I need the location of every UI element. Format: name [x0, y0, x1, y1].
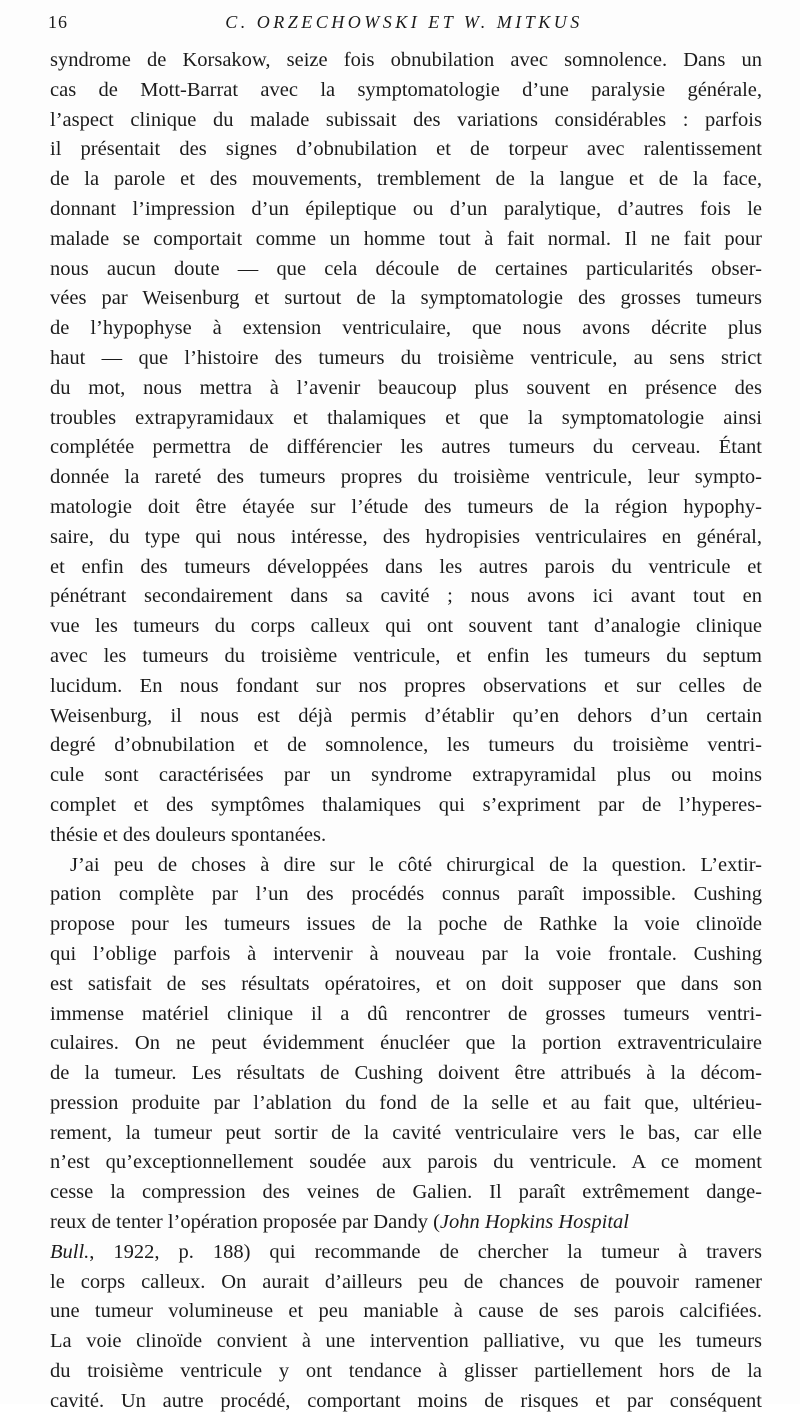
text-line: vées par Weisenburg et surtout de la symptomatologie des grosses tumeurs: [50, 287, 762, 310]
text-line: haut — que l’histoire des tumeurs du troisième ventricule, au sens strict: [50, 346, 762, 369]
text-line: pression produite par l’ablation du fond de la selle et au fait que, ultérieu-: [50, 1091, 762, 1114]
citation-bulletin: Bull.: [50, 1240, 90, 1263]
text-line: complétée permettra de différencier les autres tumeurs du cerveau. Étant: [50, 436, 762, 459]
text-line: cule sont caractérisées par un syndrome extrapyramidal plus ou moins: [50, 764, 762, 787]
text-line: qui l’oblige parfois à intervenir à nouveau par la voie frontale. Cushing: [50, 942, 762, 965]
text-line: matologie doit être étayée sur l’étude des tumeurs de la région hypophy-: [50, 495, 762, 518]
text-line: malade se comportait comme un homme tout à fait normal. Il ne fait pour: [50, 227, 762, 250]
text-line: nous aucun doute — que cela découle de certaines particularités obser-: [50, 257, 762, 280]
text-line: syndrome de Korsakow, seize fois obnubilation avec somnolence. Dans un: [50, 49, 762, 71]
text-line: La voie clinoïde convient à une intervention palliative, vu que les tumeurs: [50, 1330, 762, 1353]
text-line: propose pour les tumeurs issues de la poche de Rathke la voie clinoïde: [50, 913, 762, 936]
text-line: et enfin des tumeurs développées dans les autres parois du ventricule et: [50, 555, 762, 578]
text-line: du mot, nous mettra à l’avenir beaucoup plus souvent en présence des: [50, 376, 762, 399]
text-line: le corps calleux. On aurait d’ailleurs peu de chances de pouvoir ramener: [50, 1270, 762, 1293]
text-line: degré d’obnubilation et de somnolence, les tumeurs du troisième ventri-: [50, 734, 762, 757]
text-line: n’est qu’exceptionnellement soudée aux parois du ventricule. A ce moment: [50, 1151, 762, 1174]
text-line: il présentait des signes d’obnubilation et de torpeur avec ralentissement: [50, 138, 762, 161]
text-line: est satisfait de ses résultats opératoires, et on doit supposer que dans son: [50, 972, 762, 995]
text-line: donnée la rareté des tumeurs propres du troisième ventricule, leur sympto-: [50, 466, 762, 489]
text-line: troubles extrapyramidaux et thalamiques et que la symptomatologie ainsi: [50, 406, 762, 429]
text-line: rement, la tumeur peut sortir de la cavité ventriculaire vers le bas, car elle: [50, 1121, 762, 1144]
text-line: [50, 1238, 762, 1268]
text-line: de la parole et des mouvements, tremblement de la langue et de la face,: [50, 168, 762, 191]
text-line: lucidum. En nous fondant sur nos propres observations et sur celles de: [50, 674, 762, 697]
text-line: cavité. Un autre procédé, comportant moins de risques et par conséquent: [50, 1389, 762, 1412]
paragraph-start-line: J’ai peu de choses à dire sur le côté chirurgical de la question. L’extir-: [70, 853, 762, 876]
text-line: complet et des symptômes thalamiques qui s’expriment par de l’hyperes-: [50, 793, 762, 816]
text-line: vue les tumeurs du corps calleux qui ont souvent tant d’analogie clinique: [50, 615, 762, 638]
text-line: culaires. On ne peut évidemment énucléer que la portion extraventriculaire: [50, 1032, 762, 1055]
text-line: de l’hypophyse à extension ventriculaire, que nous avons décrite plus: [50, 317, 762, 340]
citation-text-before: reux de tenter l’opération proposée par Dandy (: [50, 1211, 440, 1234]
page-number: 16: [48, 12, 68, 32]
citation-text-after: , 1922, p. 188) qui recommande de chercher la tumeur à travers: [89, 1240, 762, 1263]
text-line: de la tumeur. Les résultats de Cushing doivent être attribués à la décom-: [50, 1062, 762, 1085]
text-line: saire, du type qui nous intéresse, des hydropisies ventriculaires en général,: [50, 525, 762, 548]
text-line: pation complète par l’un des procédés connus paraît impossible. Cushing: [50, 883, 762, 906]
citation-line: [50, 1208, 762, 1238]
citation-journal: John Hopkins Hospital: [439, 1211, 629, 1234]
running-title: C. ORZECHOWSKI ET W. MITKUS: [225, 12, 583, 32]
text-line: l’aspect clinique du malade subissait des variations considérables : parfois: [50, 108, 762, 131]
text-line: cas de Mott-Barrat avec la symptomatologie d’une paralysie générale,: [50, 78, 762, 101]
text-line: donnant l’impression d’un épileptique ou d’un paralytique, d’autres fois le: [50, 197, 762, 220]
text-line: cesse la compression des veines de Galien. Il paraît extrêmement dange-: [50, 1181, 762, 1204]
text-line: une tumeur volumineuse et peu maniable à cause de ses parois calcifiées.: [50, 1300, 762, 1323]
running-head: [48, 10, 760, 34]
text-line: Weisenburg, il nous est déjà permis d’établir qu’en dehors d’un certain: [50, 704, 762, 727]
paragraph-end-line: thésie et des douleurs spontanées.: [50, 823, 327, 846]
body-text: [50, 46, 762, 1417]
text-line: du troisième ventricule y ont tendance à glisser partiellement hors de la: [50, 1360, 762, 1383]
text-line: avec les tumeurs du troisième ventricule, et enfin les tumeurs du septum: [50, 644, 762, 667]
text-line: immense matériel clinique il a dû rencontrer de grosses tumeurs ventri-: [50, 1002, 762, 1025]
text-line: pénétrant secondairement dans sa cavité ; nous avons ici avant tout en: [50, 585, 762, 608]
